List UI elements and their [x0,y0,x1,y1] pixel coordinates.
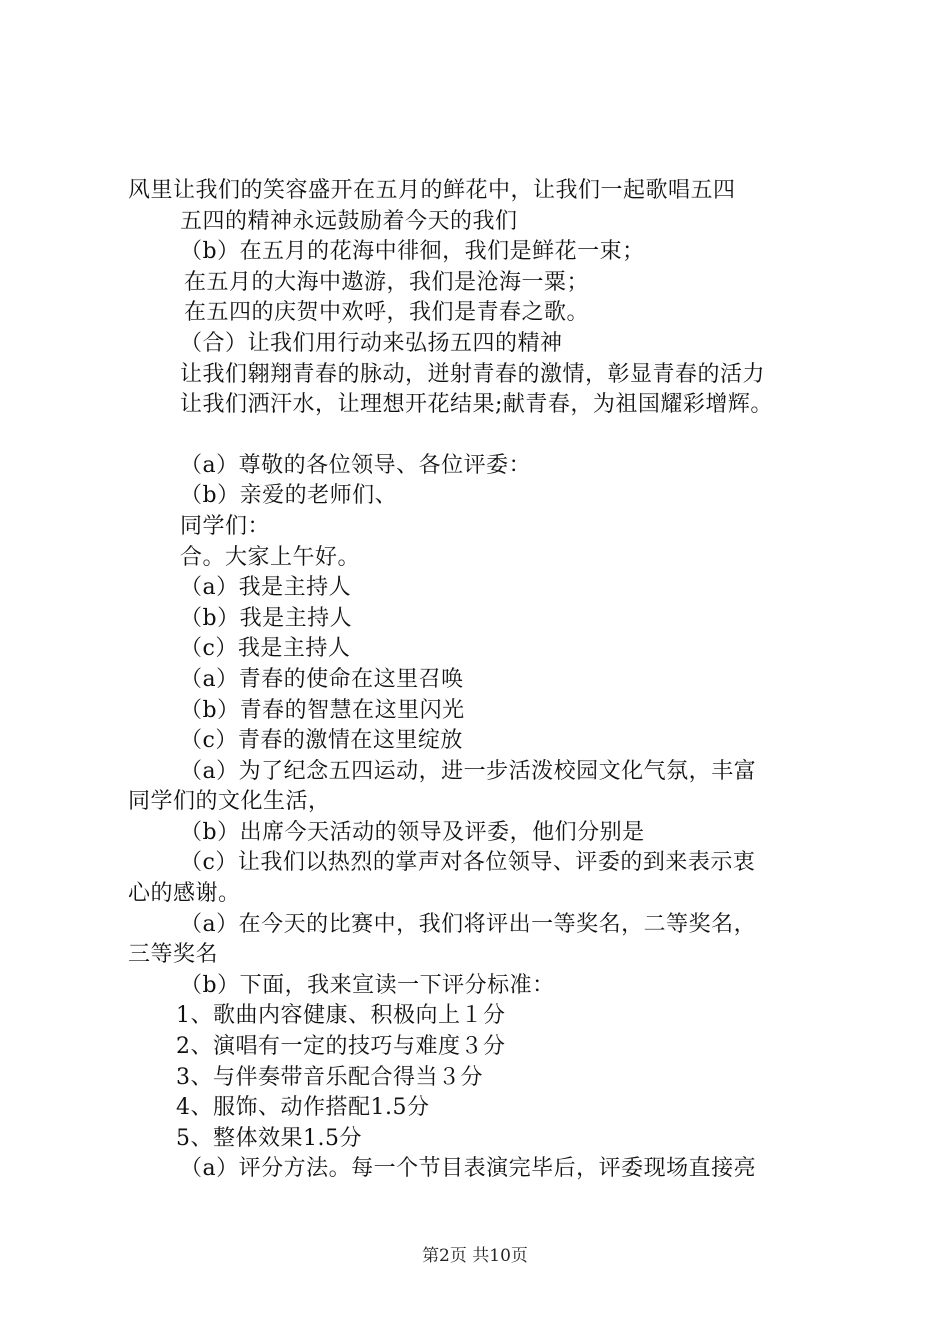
text-line: 在五月的大海中遨游，我们是沧海一粟； [184,269,590,295]
text-line: 3、与伴奏带音乐配合得当３分 [176,1064,483,1090]
text-line: 5、整体效果1.5分 [176,1125,362,1151]
page-number-label: 第2页 共10页 [422,1246,528,1266]
text-line: 三等奖名 [128,942,219,968]
text-line: 1、歌曲内容健康、积极向上１分 [176,1003,506,1029]
text-line: 合。大家上午好。 [180,544,361,570]
text-line: （b）我是主持人 [180,605,353,631]
text-line: （c）我是主持人 [180,636,351,662]
text-line: （a）在今天的比赛中，我们将评出一等奖名，二等奖名， [180,911,757,937]
text-line: （a）我是主持人 [180,575,352,601]
text-line: （a）青春的使命在这里召唤 [180,666,464,692]
text-line: （a）评分方法。每一个节目表演完毕后，评委现场直接亮 [180,1156,757,1182]
text-line: 让我们洒汗水，让理想开花结果;献青春，为祖国耀彩增辉。 [180,392,773,418]
text-line: （b）下面，我来宣读一下评分标准： [180,972,555,998]
text-line: 心的感谢。 [128,881,241,907]
text-line: （b）在五月的花海中徘徊，我们是鲜花一束； [180,239,645,265]
text-line: （c）让我们以热烈的掌声对各位领导、评委的到来表示衷 [180,850,756,876]
text-line: 2、演唱有一定的技巧与难度３分 [176,1034,506,1060]
text-line: 风里让我们的笑容盛开在五月的鲜花中，让我们一起歌唱五四 [128,178,736,203]
document-body [128,176,838,1185]
text-line: 同学们： [180,513,271,539]
text-line: （合）让我们用行动来弘扬五四的精神 [180,330,563,356]
text-line: （a）尊敬的各位领导、各位评委： [180,452,532,478]
text-line: （b）出席今天活动的领导及评委，他们分别是 [180,819,645,845]
page-footer [0,1244,950,1268]
text-line: 让我们翱翔青春的脉动，迸射青春的激情，彰显青春的活力 [180,361,766,387]
text-line: （a）为了纪念五四运动，进一步活泼校园文化气氛，丰富 [180,758,757,784]
text-line: 五四的精神永远鼓励着今天的我们 [180,208,518,234]
text-line: （b）青春的智慧在这里闪光 [180,697,465,723]
text-line: 同学们的文化生活， [128,789,331,815]
text-line: （b）亲爱的老师们、 [180,483,398,509]
text-line: 在五四的庆贺中欢呼，我们是青春之歌。 [184,300,590,326]
text-line: （c）青春的激情在这里绽放 [180,728,463,754]
paragraph-gap [128,421,838,451]
text-line: 4、服饰、动作搭配1.5分 [176,1095,430,1121]
